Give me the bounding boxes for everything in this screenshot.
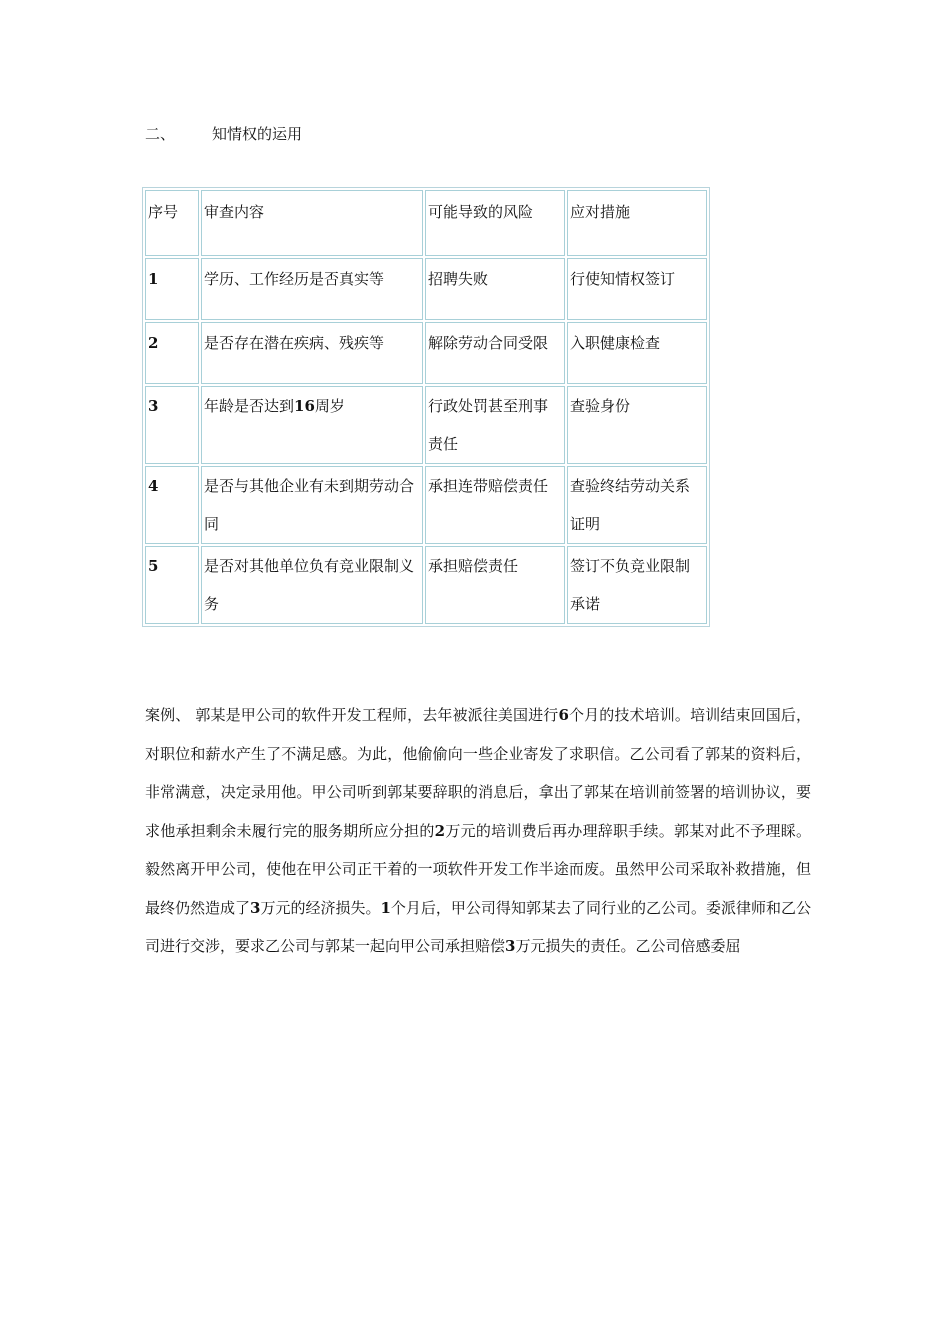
row-measure: 入职健康检查 <box>567 322 707 384</box>
header-risk: 可能导致的风险 <box>425 190 565 256</box>
section-number: 二、 <box>145 125 176 143</box>
row-measure: 行使知情权签订 <box>567 258 707 320</box>
row-risk: 解除劳动合同受限 <box>425 322 565 384</box>
table-row <box>145 466 707 544</box>
case-text: 郭某是甲公司的软件开发工程师，去年被派往美国进行6个月的技术培训。培训结束回国后，对职位和薪水产生了不满足感。为此，他偷偷向一些企业寄发了求职信。乙公司看了郭某的资料后，非常满意，决定录用他。甲公司听到郭某要辞职的消息后，拿出了郭某在培训前签署的培训协议，要求他承担剩余未履行完的服务期所应分担的2万元的培训费后再办理辞职手续。郭某对此不予理睬。毅然离开甲公司，使他在甲公司正干着的一项软件开发工作半途而废。虽然甲公司采取补救措施，但最终仍然造成了3万元的经济损失。1个月后，甲公司得知郭某去了同行业的乙公司。委派律师和乙公司进行交涉，要求乙公司与郭某一起向甲公司承担赔偿3万元损失的责任。乙公司倍感委屈 <box>145 706 811 955</box>
row-review-content: 是否存在潜在疾病、残疾等 <box>201 322 423 384</box>
row-index: 4 <box>145 466 199 544</box>
row-measure: 签订不负竞业限制承诺 <box>567 546 707 624</box>
row-index: 3 <box>145 386 199 464</box>
row-review-content: 是否与其他企业有未到期劳动合同 <box>201 466 423 544</box>
table-header-row <box>145 190 707 256</box>
section-title: 知情权的运用 <box>212 125 303 143</box>
section-heading <box>145 124 302 144</box>
table-row <box>145 258 707 320</box>
case-label: 案例、 <box>145 706 191 724</box>
table-row <box>145 386 707 464</box>
header-review-content: 审查内容 <box>201 190 423 256</box>
row-index: 5 <box>145 546 199 624</box>
row-index: 2 <box>145 322 199 384</box>
row-measure: 查验终结劳动关系证明 <box>567 466 707 544</box>
row-risk: 承担连带赔偿责任 <box>425 466 565 544</box>
row-review-content: 学历、工作经历是否真实等 <box>201 258 423 320</box>
row-index: 1 <box>145 258 199 320</box>
header-measures: 应对措施 <box>567 190 707 256</box>
row-review-content: 是否对其他单位负有竞业限制义务 <box>201 546 423 624</box>
review-risk-table <box>142 187 710 627</box>
case-paragraph <box>145 696 811 966</box>
row-risk: 招聘失败 <box>425 258 565 320</box>
table-row <box>145 322 707 384</box>
table-row <box>145 546 707 624</box>
header-index: 序号 <box>145 190 199 256</box>
row-measure: 查验身份 <box>567 386 707 464</box>
row-risk: 行政处罚甚至刑事责任 <box>425 386 565 464</box>
row-risk: 承担赔偿责任 <box>425 546 565 624</box>
row-review-content: 年龄是否达到16周岁 <box>201 386 423 464</box>
